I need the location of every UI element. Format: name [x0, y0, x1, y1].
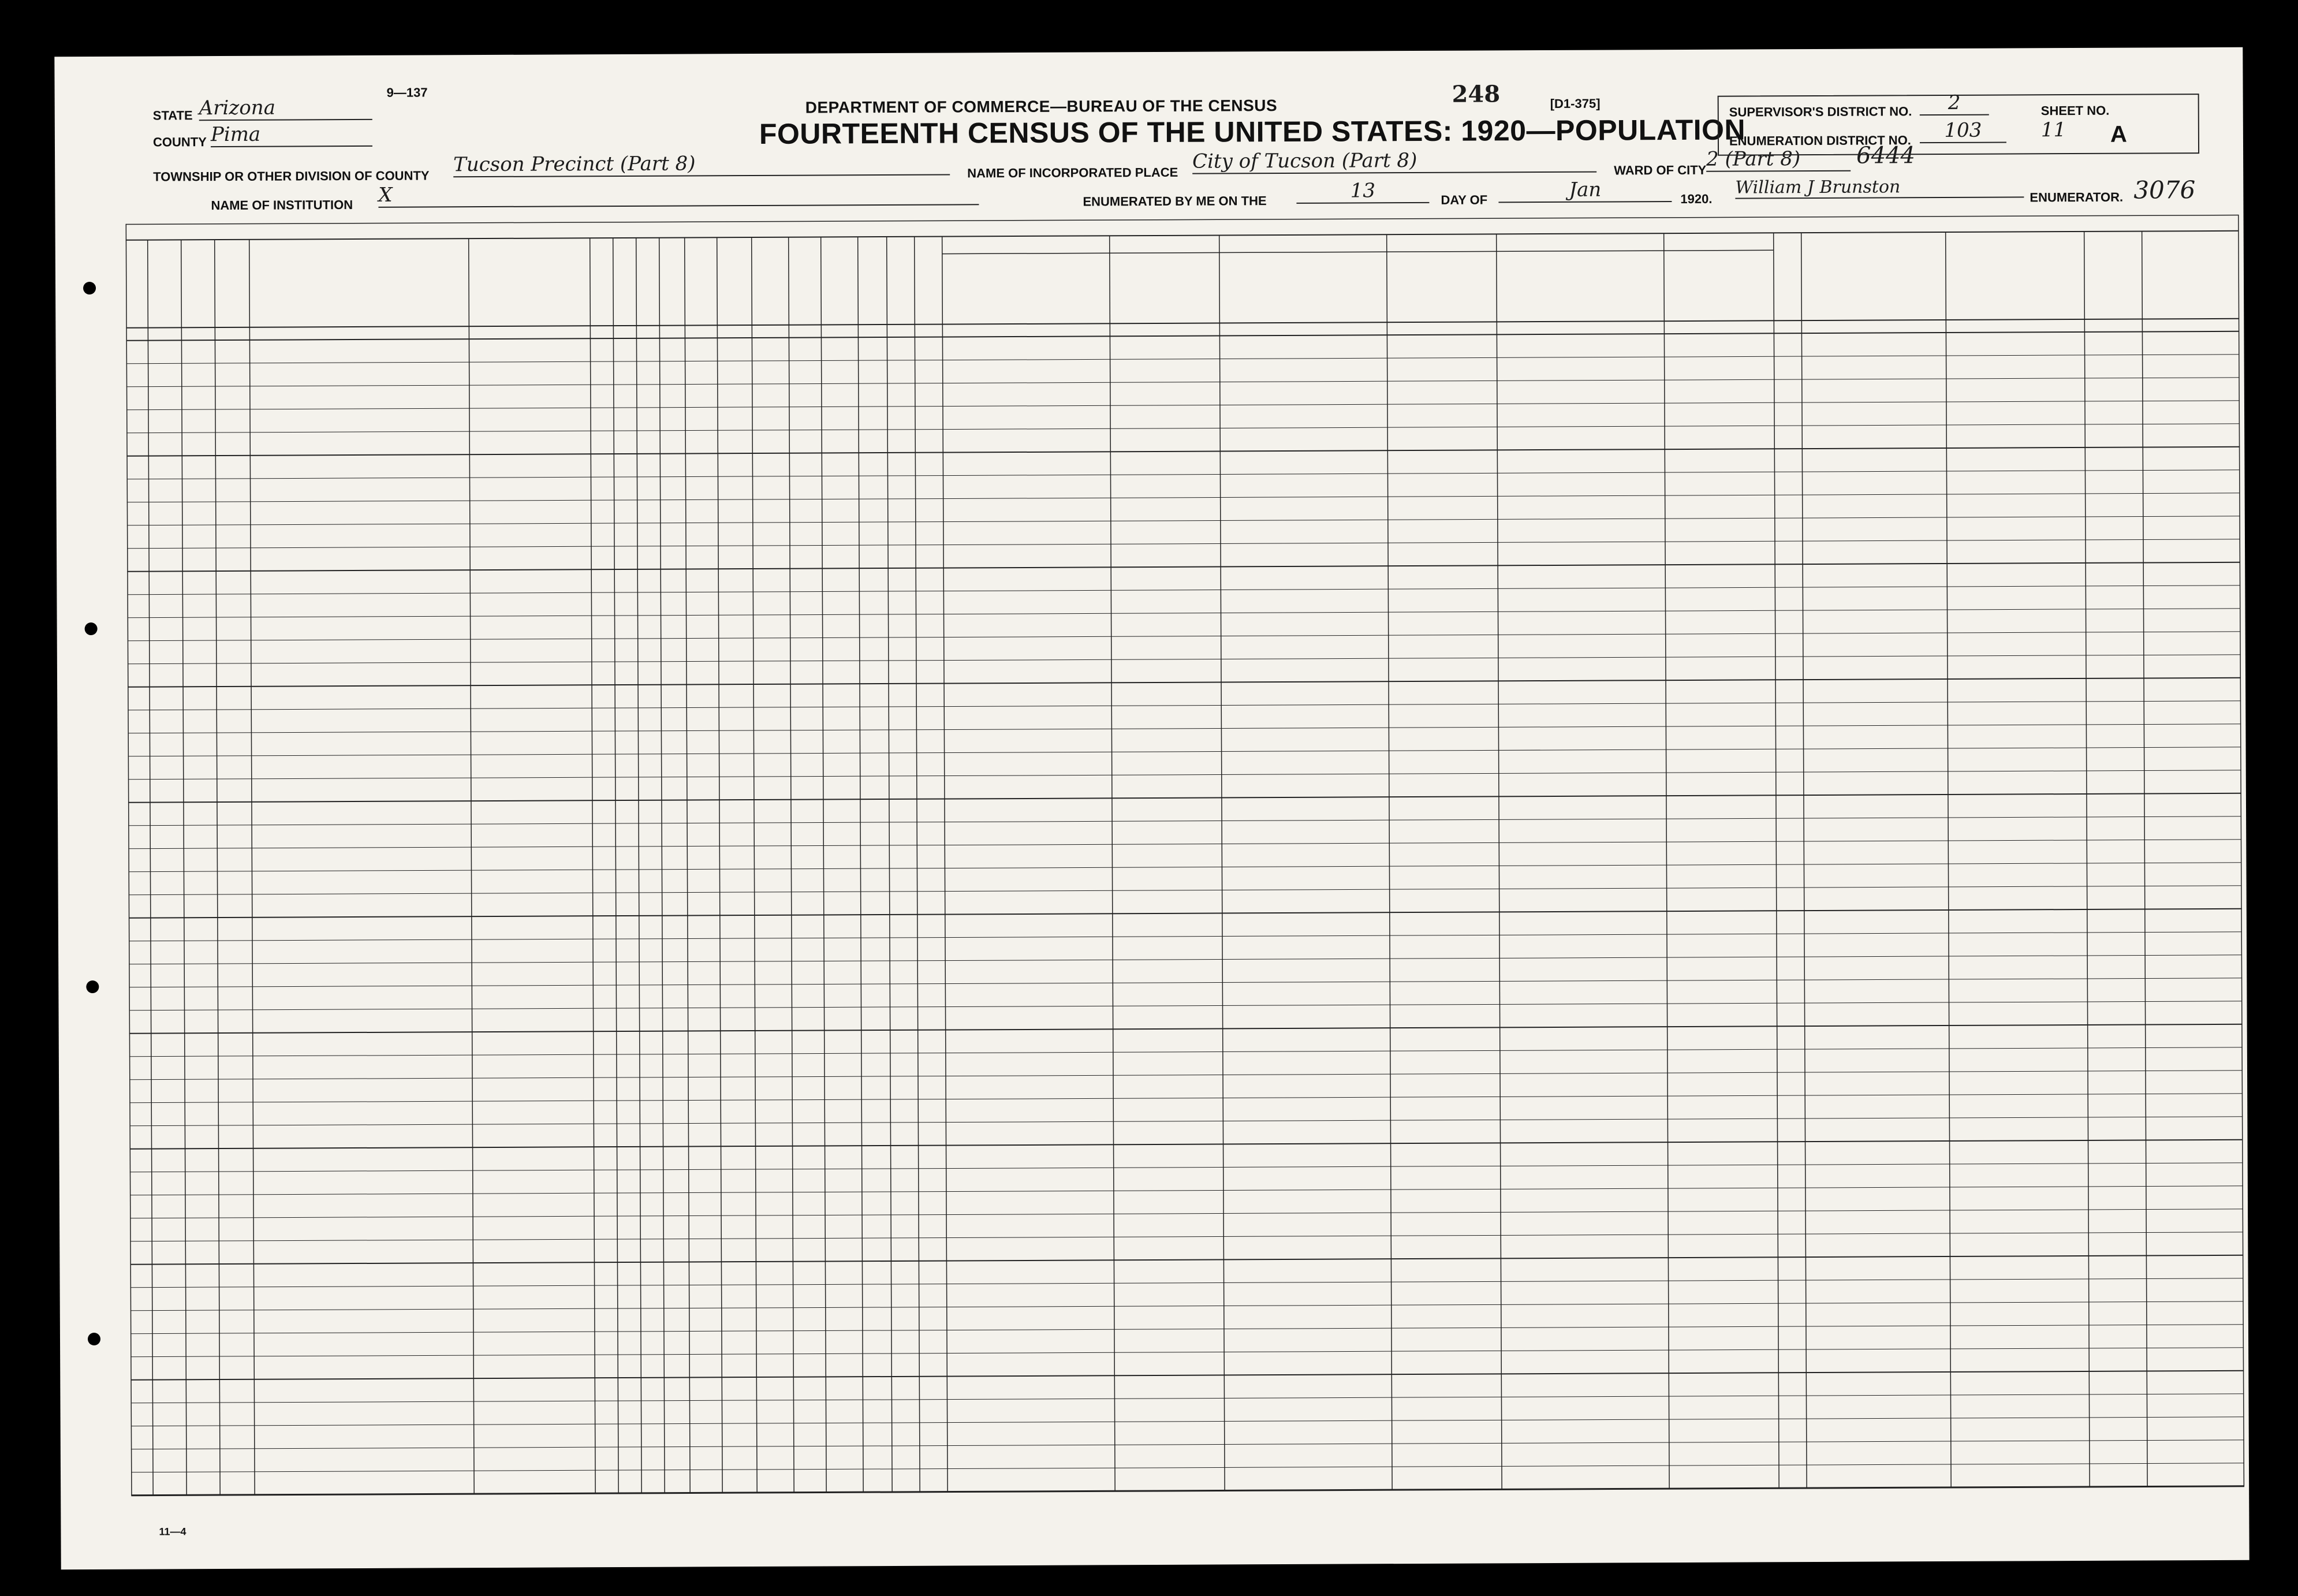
grid-line: [685, 238, 690, 1493]
ward-label: WARD OF CITY: [1614, 162, 1707, 178]
county-label: COUNTY: [152, 135, 207, 150]
grid-line: [130, 1163, 2243, 1172]
ed-value: 103: [1920, 119, 2006, 144]
column-number: [2142, 321, 2178, 330]
column-header: [753, 244, 788, 319]
ward-value: 2 (Part 8): [1706, 147, 1851, 172]
column-group-header: [858, 224, 942, 236]
grid-line: [129, 886, 2242, 895]
column-group-header: [469, 225, 590, 237]
grid-line: [1801, 233, 1807, 1488]
grid-line: [469, 238, 474, 1494]
grid-line: [130, 1255, 2243, 1265]
grid-line: [1219, 235, 1225, 1490]
grid-line: [127, 493, 2240, 502]
grid-line: [887, 237, 892, 1492]
grid-line: [636, 238, 641, 1493]
column-header: [2143, 238, 2177, 313]
grid-line: [717, 237, 722, 1493]
column-header: [822, 244, 857, 319]
grid-line: [127, 539, 2240, 549]
column-header: [591, 245, 613, 320]
column-number: [659, 328, 685, 337]
institution-label: NAME OF INSTITUTION: [211, 197, 353, 213]
column-header: [1947, 238, 2084, 314]
grid-line: [130, 1140, 2243, 1149]
enumerated-month: Jan: [1498, 178, 1672, 203]
grid-line: [130, 1209, 2243, 1218]
column-number: [789, 327, 821, 336]
grid-line: [130, 1371, 2244, 1380]
year-label: 1920.: [1680, 191, 1713, 206]
column-header: [1498, 258, 1663, 316]
column-header: [127, 247, 147, 322]
grid-line: [131, 1486, 2244, 1496]
column-header: [1111, 259, 1218, 318]
column-group-header: [126, 227, 249, 239]
grid-line: [127, 562, 2240, 572]
form-code: [D1-375]: [1550, 96, 1601, 111]
grid-line: [128, 770, 2241, 780]
grid-line: [126, 355, 2240, 364]
grid-line: [131, 1463, 2244, 1472]
grid-line: [126, 378, 2240, 387]
column-header: [859, 244, 886, 319]
grid-line: [752, 237, 757, 1493]
grid-line: [128, 840, 2241, 849]
punch-hole: [86, 980, 99, 993]
enumerator-label: ENUMERATOR.: [2030, 189, 2124, 205]
sheet-label: SHEET NO.: [2040, 103, 2110, 118]
column-number: [126, 330, 148, 340]
column-header: [888, 244, 914, 319]
column-group-header: [590, 225, 636, 237]
grid-line: [129, 955, 2242, 964]
column-number: [685, 327, 717, 337]
column-number: [2084, 322, 2142, 331]
grid-line: [659, 238, 665, 1493]
sheet-value: 11: [2040, 118, 2066, 142]
grid-line: [1497, 234, 1502, 1489]
column-number: [613, 328, 636, 337]
grid-line: [126, 447, 2240, 456]
institution-value: X: [378, 181, 979, 208]
state-value: Arizona: [199, 96, 372, 121]
column-header: [686, 244, 717, 319]
grid-line: [129, 1001, 2243, 1010]
grid-line: [129, 978, 2242, 987]
grid-line: [130, 1348, 2244, 1357]
nativity-subheader: [1497, 238, 1774, 249]
column-number: [1219, 325, 1387, 334]
column-number: [469, 328, 590, 338]
column-number: [1110, 325, 1219, 335]
column-header: [1775, 240, 1801, 315]
place-label: NAME OF INCORPORATED PLACE: [967, 165, 1178, 181]
column-header: [182, 247, 214, 322]
form-id: 9—137: [386, 85, 428, 100]
grid-line: [131, 1417, 2244, 1426]
sheet-side: A: [2110, 121, 2128, 147]
column-header: [718, 244, 751, 319]
grid-line: [128, 632, 2241, 641]
grid-line: [915, 237, 920, 1492]
column-group-header: [752, 224, 858, 236]
township-value: Tucson Precinct (Part 8): [453, 151, 950, 178]
grid-line: [129, 1094, 2243, 1103]
column-group-header: [249, 226, 469, 238]
column-group-header: [1801, 218, 2178, 232]
page-number: 248: [1452, 80, 1501, 108]
column-number: [1387, 324, 1497, 334]
grid-line: [129, 1117, 2243, 1126]
grid-line: [130, 1325, 2244, 1334]
column-header: [470, 245, 590, 320]
supervisor-value: 2: [1920, 91, 1989, 116]
grid-line: [130, 1302, 2244, 1311]
column-number: [821, 327, 858, 336]
grid-line: [131, 1440, 2244, 1449]
nativity-subheader: [942, 241, 1219, 251]
day-of-label: DAY OF: [1441, 192, 1488, 207]
township-label: TOWNSHIP OR OTHER DIVISION OF COUNTY: [153, 168, 430, 184]
department-line: DEPARTMENT OF COMMERCE—BUREAU OF THE CENSUS: [805, 96, 1278, 117]
column-number: [148, 330, 181, 339]
column-number: [1774, 323, 1801, 332]
column-number: [1801, 322, 1946, 332]
enumerated-day: 13: [1296, 179, 1429, 204]
column-header: [216, 247, 249, 322]
column-header: [661, 245, 684, 320]
grid-line: [1664, 233, 1669, 1489]
column-number: [249, 329, 469, 339]
enumerator-number: 3076: [2133, 176, 2196, 204]
grid-line: [126, 424, 2240, 433]
grid-line: [128, 747, 2241, 756]
column-number: [1497, 323, 1664, 333]
grid-line: [590, 238, 595, 1493]
grid-line: [128, 816, 2241, 826]
grid-line: [126, 470, 2240, 479]
grid-line: [128, 678, 2241, 687]
column-number: [887, 327, 915, 336]
grid-line: [613, 238, 618, 1493]
grid-line: [130, 1394, 2244, 1403]
grid-line: [129, 909, 2242, 918]
state-label: STATE: [152, 108, 193, 123]
column-number: [858, 327, 887, 336]
grid-line: [2142, 232, 2147, 1487]
grid-line: [181, 240, 186, 1495]
column-header: [1221, 259, 1386, 317]
grid-line: [127, 516, 2240, 525]
grid-line: [130, 1186, 2243, 1195]
grid-line: [127, 586, 2240, 595]
grid-line: [129, 1071, 2243, 1080]
county-value: Pima: [211, 122, 372, 147]
column-number: [915, 327, 942, 336]
grid-line: [942, 237, 947, 1492]
column-number: [636, 328, 659, 337]
grid-line: [128, 655, 2241, 664]
grid-line: [148, 240, 153, 1496]
punch-hole: [85, 622, 98, 635]
enumerated-label: ENUMERATED BY ME ON THE: [1083, 193, 1267, 209]
grid-line: [1110, 236, 1115, 1491]
grid-line: [129, 932, 2242, 941]
grid-line: [821, 237, 826, 1492]
column-number: [1664, 323, 1774, 333]
grid-line: [130, 1278, 2244, 1288]
ward-extra: 6444: [1856, 142, 1915, 169]
column-number: [590, 328, 613, 337]
column-number: [717, 327, 752, 337]
census-sheet: [54, 47, 2249, 1570]
column-header: [943, 260, 1109, 318]
ed-label: ENUMERATION DISTRICT NO.: [1729, 133, 1911, 148]
enumerator-name: William J Brunston: [1735, 176, 2024, 199]
column-header: [149, 247, 181, 322]
column-header: [1803, 239, 1945, 315]
grid-line: [128, 793, 2241, 803]
supervisor-label: SUPERVISOR'S DISTRICT NO.: [1729, 104, 1912, 120]
page-footer: 11—4: [159, 1526, 186, 1538]
grid-line: [215, 240, 220, 1495]
census-table: [126, 215, 2245, 1517]
grid-line: [130, 1232, 2243, 1241]
nativity-subheader: [1219, 240, 1497, 250]
grid-line: [1946, 232, 1951, 1487]
column-header: [614, 245, 636, 320]
column-number: [1946, 322, 2084, 331]
grid-line: [1387, 234, 1392, 1490]
grid-line: [249, 240, 255, 1495]
column-group-header: [636, 225, 752, 237]
grid-line: [128, 863, 2241, 872]
column-header: [1665, 257, 1773, 315]
grid-line: [2084, 232, 2090, 1487]
grid-line: [1774, 233, 1779, 1488]
column-number: [752, 327, 789, 337]
grid-line: [128, 724, 2241, 733]
punch-hole: [88, 1333, 100, 1345]
grid-line: [128, 609, 2241, 618]
grid-line: [128, 701, 2241, 710]
column-header: [1388, 258, 1495, 316]
column-number: [181, 330, 215, 339]
column-header: [251, 245, 468, 322]
place-value: City of Tucson (Part 8): [1192, 148, 1596, 174]
column-number: [215, 330, 249, 339]
grid-line: [2239, 215, 2245, 1486]
punch-holes: [82, 57, 88, 1569]
column-header: [916, 244, 942, 319]
grid-line: [126, 224, 132, 1496]
table-rules: [126, 215, 2245, 1501]
column-header: [637, 245, 659, 320]
grid-line: [126, 401, 2240, 410]
column-number: [942, 326, 1110, 335]
grid-line: [789, 237, 794, 1493]
grid-line: [129, 1024, 2243, 1034]
grid-line: [858, 237, 863, 1492]
punch-hole: [83, 282, 96, 294]
column-header: [2086, 238, 2142, 314]
column-header: [790, 244, 820, 319]
census-title: FOURTEENTH CENSUS OF THE UNITED STATES: 1920—POPULATION: [759, 113, 1746, 150]
grid-line: [129, 1047, 2243, 1057]
